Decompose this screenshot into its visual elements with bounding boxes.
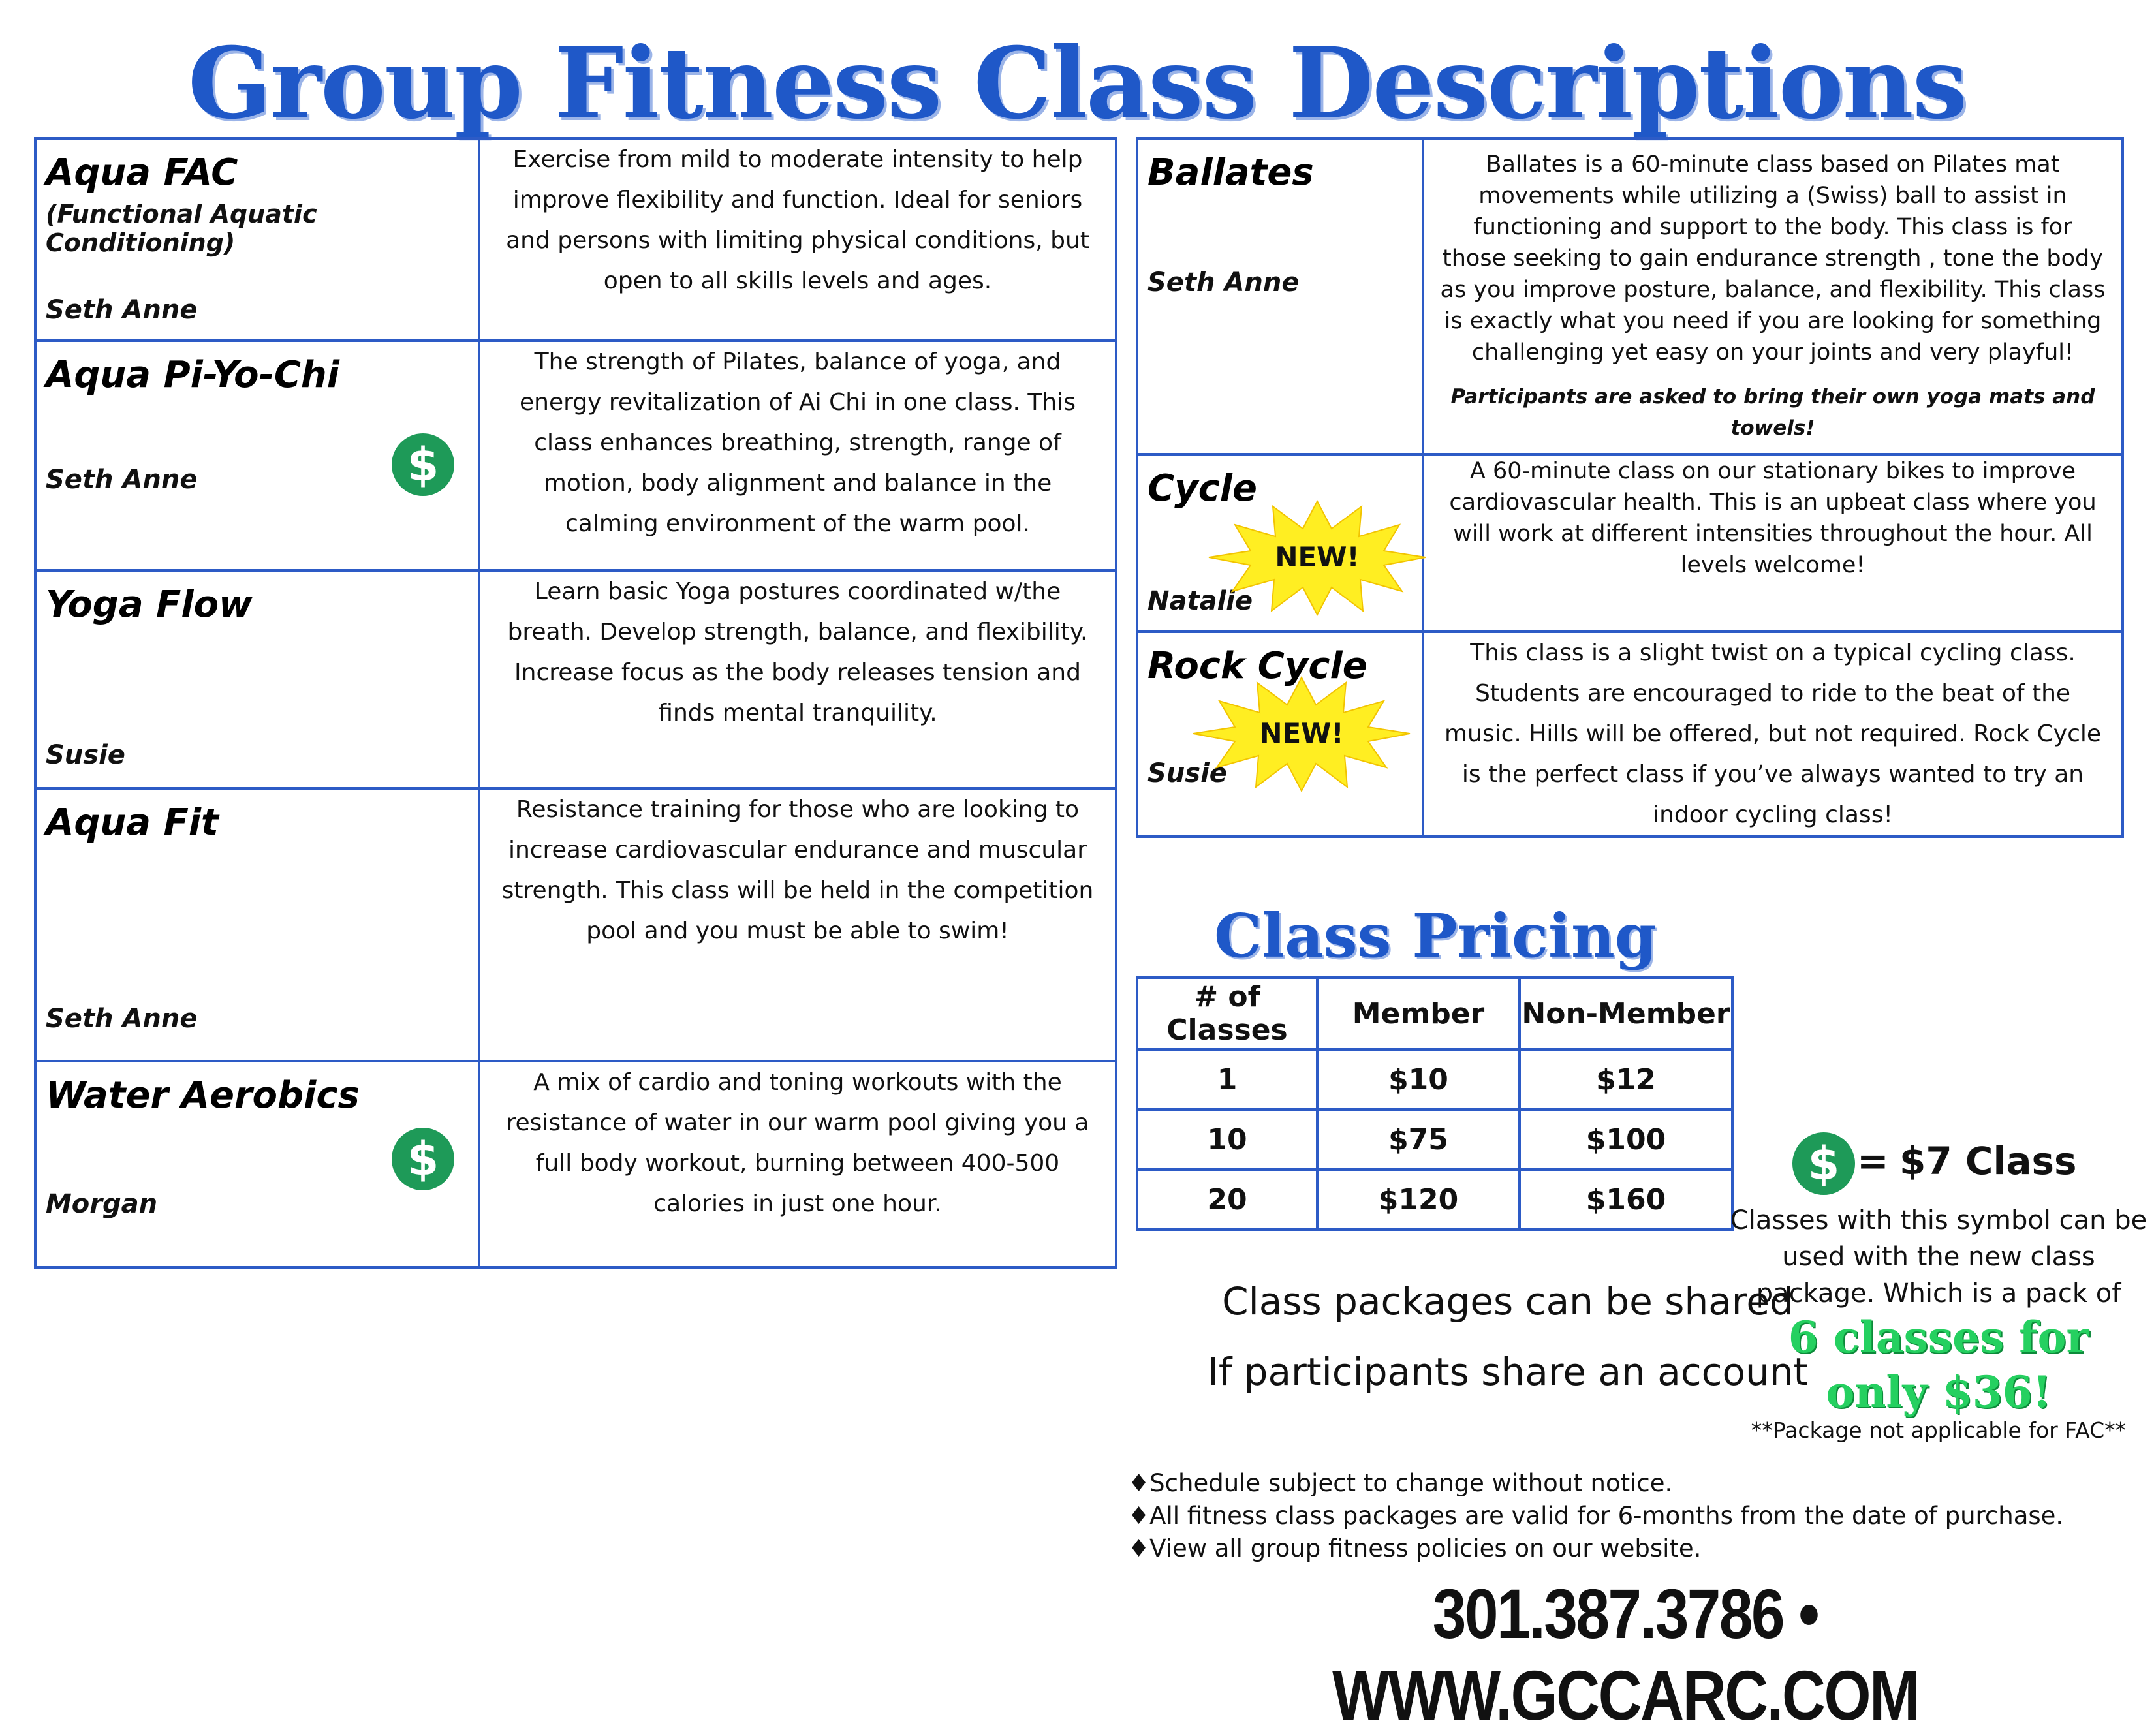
- right-class-table: [1136, 137, 2124, 838]
- pricing-cell: $160: [1520, 1170, 1732, 1230]
- table-row: [1137, 138, 2123, 454]
- table-row: [1137, 454, 2123, 632]
- class-subtitle: (Functional Aquatic Conditioning): [46, 200, 317, 257]
- dollar-icon: $: [392, 433, 454, 496]
- footer-contact: 301.387.3786 • WWW.GCCARC.COM: [1332, 1574, 1918, 1735]
- package-price: $7 Class: [1899, 1139, 2077, 1183]
- class-description: A 60-minute class on our stationary bikes to improve cardiovascular health. This is an upbeat class where you will work at different intensities throughout the hour. All levels welcome!: [1449, 458, 2097, 578]
- pricing-table: [1136, 976, 1734, 1231]
- pricing-header: Member: [1317, 978, 1520, 1049]
- new-badge-label: NEW!: [1259, 717, 1344, 749]
- dollar-icon: $: [392, 1128, 454, 1190]
- pricing-cell: $100: [1520, 1109, 1732, 1170]
- class-name-cell: [35, 570, 479, 788]
- policy-notes: [1128, 1467, 2063, 1565]
- class-description: Learn basic Yoga postures coordinated w/the breath. Develop strength, balance, and flexibility. Increase focus as the body releases tension and finds mental tranquility.: [507, 578, 1088, 726]
- list-item: ♦Schedule subject to change without notice.: [1128, 1469, 1673, 1497]
- class-note: Participants are asked to bring their own yoga mats and towels!: [1450, 385, 2095, 440]
- equals-sign: =: [1857, 1139, 1889, 1183]
- class-instructor: Morgan: [46, 1189, 158, 1219]
- list-item: ♦All fitness class packages are valid for 6-months from the date of purchase.: [1128, 1502, 2064, 1530]
- table-row: [1137, 1049, 1732, 1109]
- class-instructor: Seth Anne: [46, 465, 198, 495]
- page-title: Group Fitness Class Descriptions: [187, 26, 1967, 141]
- table-row: [1137, 1109, 1732, 1170]
- class-name: Water Aerobics: [46, 1074, 360, 1117]
- pricing-cell: $12: [1520, 1049, 1732, 1109]
- class-instructor: Seth Anne: [46, 1004, 198, 1034]
- dollar-icon: $: [1792, 1132, 1855, 1195]
- pricing-cell: $120: [1317, 1170, 1520, 1230]
- package-highlight-1: 6 classes for: [1788, 1312, 2089, 1363]
- new-badge-icon: [1206, 499, 1428, 616]
- class-name: Cycle: [1147, 467, 1257, 510]
- pricing-cell: 10: [1137, 1109, 1317, 1170]
- table-row: [1137, 1170, 1732, 1230]
- pricing-cell: 1: [1137, 1049, 1317, 1109]
- class-description: The strength of Pilates, balance of yoga, and energy revitalization of Ai Chi in one class. This class enhances breathing, strength, range of motion, body alignment and balance in the calming environment of the warm pool.: [519, 349, 1076, 537]
- class-description: Ballates is a 60-minute class based on Pilates mat movements while utilizing a (Swiss) ball to assist in functioning and support to the body. This class is for those seeking to gain endurance strength , tone the body as you improve posture, balance, and flexibility. This class is exactly what you need if you are looking for something challenging yet easy on your joints and very playful!: [1440, 151, 2106, 365]
- package-highlight-2: only $36!: [1826, 1367, 2052, 1418]
- class-name: Ballates: [1147, 151, 1314, 194]
- class-name-cell: [35, 788, 479, 1061]
- class-name-cell: [35, 341, 479, 570]
- pricing-header: Non-Member: [1520, 978, 1732, 1049]
- package-note: **Package not applicable for FAC**: [1751, 1418, 2127, 1443]
- class-instructor: Seth Anne: [1147, 268, 1300, 298]
- pricing-title: Class Pricing: [1214, 901, 1657, 971]
- list-item: ♦View all group fitness policies on our website.: [1128, 1534, 1702, 1562]
- table-row: [35, 570, 1116, 788]
- pricing-header: # of Classes: [1137, 978, 1317, 1049]
- class-name-cell: [1137, 632, 1423, 837]
- class-instructor: Natalie: [1147, 586, 1253, 616]
- new-badge-label: NEW!: [1275, 541, 1360, 573]
- pricing-cell: 20: [1137, 1170, 1317, 1230]
- table-row: [35, 138, 1116, 341]
- table-row: [35, 788, 1116, 1061]
- class-name: Aqua FAC: [46, 151, 238, 194]
- share-line-1: Class packages can be shared: [1222, 1279, 1794, 1324]
- pricing-cell: $10: [1317, 1049, 1520, 1109]
- table-row: [1137, 632, 2123, 837]
- new-badge-icon: [1191, 675, 1413, 792]
- pricing-header-row: [1137, 978, 1732, 1049]
- class-instructor: Seth Anne: [46, 295, 198, 325]
- class-name-cell: [1137, 138, 1423, 454]
- class-name-cell: [35, 1061, 479, 1267]
- class-name-cell: [1137, 454, 1423, 632]
- class-description: Exercise from mild to moderate intensity to help improve flexibility and function. Ideal for seniors and persons with limiting physical conditions, but open to all skills levels and ages.: [506, 146, 1089, 294]
- class-name-cell: [35, 138, 479, 341]
- left-class-table: [34, 137, 1117, 1269]
- table-row: [35, 1061, 1116, 1267]
- class-name: Aqua Pi-Yo-Chi: [46, 354, 339, 396]
- table-row: [35, 341, 1116, 570]
- class-description: Resistance training for those who are looking to increase cardiovascular endurance and muscular strength. This class will be held in the competition pool and you must be able to swim!: [501, 796, 1094, 944]
- share-line-2: If participants share an account: [1207, 1350, 1809, 1394]
- class-name: Aqua Fit: [46, 801, 219, 844]
- class-name: Rock Cycle: [1147, 645, 1367, 687]
- class-description: This class is a slight twist on a typical cycling class. Students are encouraged to ride to the beat of the music. Hills will be offered, but not required. Rock Cycle is the perfect class if you’ve always wanted to try an indoor cycling class!: [1444, 640, 2102, 828]
- class-description: A mix of cardio and toning workouts with the resistance of water in our warm pool giving you a full body workout, burning between 400-500 calories in just one hour.: [506, 1069, 1089, 1217]
- class-instructor: Susie: [46, 740, 125, 770]
- class-instructor: Susie: [1147, 758, 1227, 788]
- pricing-cell: $75: [1317, 1109, 1520, 1170]
- class-name: Yoga Flow: [46, 583, 253, 626]
- package-description: Classes with this symbol can be used with the new class package. Which is a pack of: [1730, 1205, 2147, 1309]
